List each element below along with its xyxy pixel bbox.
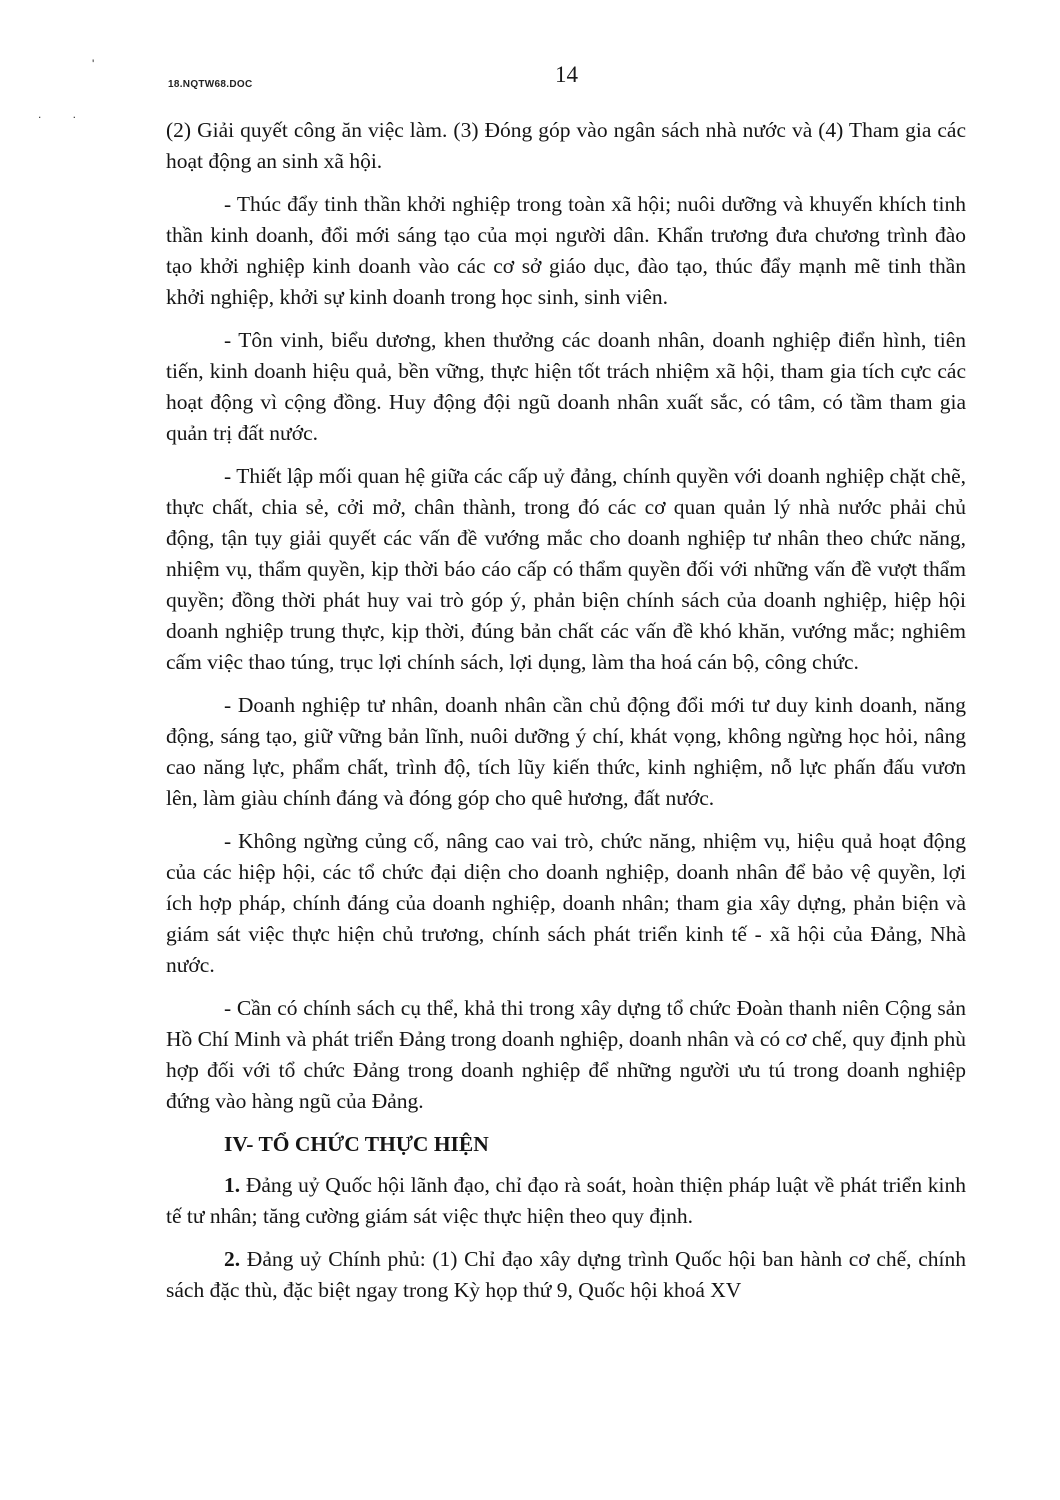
page-number: 14 (555, 62, 578, 87)
list-item-1 (166, 1170, 966, 1232)
list-item-1-text: Đảng uỷ Quốc hội lãnh đạo, chỉ đạo rà soát, hoàn thiện pháp luật về phát triển kinh tế tư nhân; tăng cường giám sát việc thực hiện theo quy định. (166, 1173, 966, 1228)
file-name-label: 18.NQTW68.DOC (168, 79, 253, 90)
paragraph-continuation: (2) Giải quyết công ăn việc làm. (3) Đóng góp vào ngân sách nhà nước và (4) Tham gia các hoạt động an sinh xã hội. (166, 118, 966, 173)
list-item-2-number: 2. (224, 1247, 241, 1271)
scan-speck-mark: ' (92, 57, 95, 71)
paragraph-entrepreneurship: - Thúc đẩy tinh thần khởi nghiệp trong toàn xã hội; nuôi dưỡng và khuyến khích tinh thần kinh doanh, đổi mới sáng tạo của mọi người dân. Khẩn trương đưa chương trình đào tạo khởi nghiệp kinh doanh vào các cơ sở giáo dục, đào tạo, thúc đẩy mạnh mẽ tinh thần khởi nghiệp, khởi sự kinh doanh trong học sinh, sinh viên. (166, 192, 966, 309)
paragraph-youth-union-party: - Cần có chính sách cụ thể, khả thi trong xây dựng tổ chức Đoàn thanh niên Cộng sản Hồ Chí Minh và phát triển Đảng trong doanh nghiệp, doanh nhân và có cơ chế, quy định phù hợp đối với tổ chức Đảng trong doanh nghiệp để những người ưu tú trong doanh nghiệp đứng vào hàng ngũ của Đảng. (166, 996, 966, 1113)
scan-speck-dots: . . (38, 107, 91, 121)
paragraph-party-business-relations: - Thiết lập mối quan hệ giữa các cấp uỷ đảng, chính quyền với doanh nghiệp chặt chẽ, thực chất, chia sẻ, cởi mở, chân thành, trong đó các cơ quan quản lý nhà nước phải chủ động, tận tụy giải quyết các vấn đề vướng mắc cho doanh nghiệp tư nhân theo chức năng, nhiệm vụ, thẩm quyền, kịp thời báo cáo cấp có thẩm quyền đối với những vấn đề vượt thẩm quyền; đồng thời phát huy vai trò góp ý, phản biện chính sách của doanh nghiệp, hiệp hội doanh nghiệp trung thực, kịp thời, đúng bản chất các vấn đề khó khăn, vướng mắc; nghiêm cấm việc thao túng, trục lợi chính sách, lợi dụng, làm tha hoá cán bộ, công chức. (166, 464, 966, 674)
paragraph-private-enterprise-mindset: - Doanh nghiệp tư nhân, doanh nhân cần chủ động đổi mới tư duy kinh doanh, năng động, sáng tạo, giữ vững bản lĩnh, nuôi dưỡng ý chí, khát vọng, không ngừng học hỏi, nâng cao năng lực, phẩm chất, trình độ, tích lũy kiến thức, kinh nghiệm, nỗ lực phấn đấu vươn lên, làm giàu chính đáng và đóng góp cho quê hương, đất nước. (166, 693, 966, 810)
list-item-2 (166, 1244, 966, 1306)
paragraph-honoring-entrepreneurs: - Tôn vinh, biểu dương, khen thưởng các doanh nhân, doanh nghiệp điển hình, tiên tiến, kinh doanh hiệu quả, bền vững, thực hiện tốt trách nhiệm xã hội, tham gia tích cực các hoạt động vì cộng đồng. Huy động đội ngũ doanh nhân xuất sắc, có tâm, có tầm tham gia quản trị đất nước. (166, 328, 966, 445)
document-body (166, 115, 966, 1318)
paragraph-business-associations: - Không ngừng củng cố, nâng cao vai trò, chức năng, nhiệm vụ, hiệu quả hoạt động của các hiệp hội, các tổ chức đại diện cho doanh nghiệp, doanh nhân để bảo vệ quyền, lợi ích hợp pháp, chính đáng của doanh nghiệp, doanh nhân; tham gia xây dựng, phản biện và giám sát việc thực hiện chủ trương, chính sách phát triển kinh tế - xã hội của Đảng, Nhà nước. (166, 829, 966, 977)
list-item-2-text: Đảng uỷ Chính phủ: (1) Chỉ đạo xây dựng trình Quốc hội ban hành cơ chế, chính sách đặc thù, đặc biệt ngay trong Kỳ họp thứ 9, Quốc hội khoá XV (166, 1247, 966, 1302)
section-heading: IV- TỔ CHỨC THỰC HIỆN (224, 1132, 489, 1156)
list-item-1-number: 1. (224, 1173, 241, 1197)
